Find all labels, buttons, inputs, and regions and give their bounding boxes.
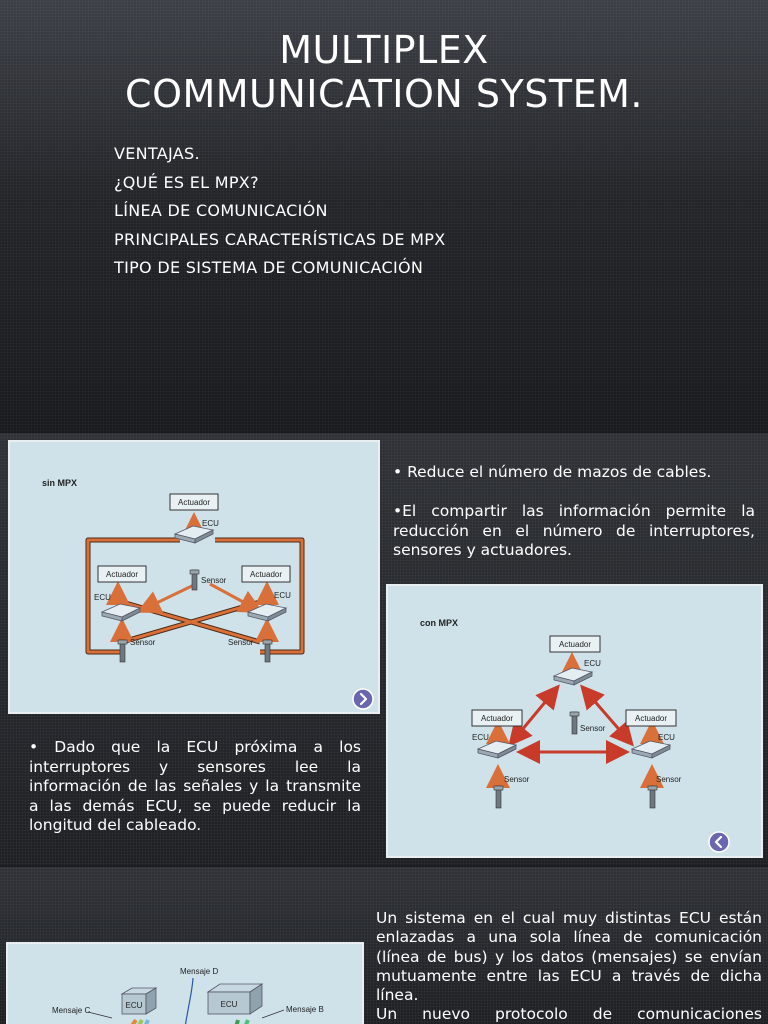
menu-item-que-es-mpx[interactable]: ¿QUÉ ES EL MPX? — [114, 172, 259, 192]
ecu-label-top: ECU — [584, 659, 601, 668]
ecu-label-left: ECU — [472, 733, 489, 742]
ecu-label-top: ECU — [202, 519, 219, 528]
back-arrow-icon[interactable] — [708, 831, 730, 853]
title-line-1: MULTIPLEX — [279, 28, 489, 72]
ecu-device-top — [175, 526, 213, 543]
menu-item-caracteristicas[interactable]: PRINCIPALES CARACTERÍSTICAS DE MPX — [114, 229, 446, 249]
slide-ventajas — [0, 433, 768, 865]
ecu-device-right — [632, 741, 670, 758]
ecu-device-left — [102, 604, 140, 621]
message-c-label: Mensaje C — [52, 1006, 91, 1015]
next-arrow-icon[interactable] — [352, 688, 374, 710]
message-flow-arrows — [126, 1020, 248, 1024]
slide-que-es-mpx — [0, 867, 768, 1024]
actuator-label-left: Actuador — [480, 714, 514, 723]
actuator-label-top: Actuador — [558, 640, 592, 649]
ecu-label-2: ECU — [220, 1000, 238, 1009]
actuator-label-right: Actuador — [249, 570, 283, 579]
message-b-label: Mensaje B — [286, 1005, 324, 1014]
sensor-device-left — [494, 786, 503, 808]
sensor-label-top: Sensor — [580, 724, 606, 733]
sensor-label-left: Sensor — [130, 638, 156, 647]
bullet-reduce-cables: • Reduce el número de mazos de cables. — [393, 463, 712, 481]
ecu-label-right: ECU — [274, 591, 291, 600]
message-b-leader — [262, 1010, 284, 1018]
sensor-device-top — [570, 712, 579, 734]
message-d-arrow — [184, 978, 193, 1024]
message-d-label: Mensaje D — [180, 967, 219, 976]
message-c-leader — [88, 1012, 112, 1018]
sensor-label-right: Sensor — [228, 638, 254, 647]
mpx-protocol-paragraph: Un nuevo protocolo de comunicaciones — [376, 1005, 762, 1024]
bullet-shared-info: •El compartir las información permite la reducción en el número de interruptores, sensores y actuadores. — [393, 502, 755, 559]
mpx-definition-paragraph: Un sistema en el cual muy distintas ECU están enlazadas a una sola línea de comunicación (línea de bus) y los datos (mensajes) se envían mutuamente entre las ECU a través de dicha línea. — [376, 909, 762, 1005]
ecu-label-1: ECU — [125, 1001, 143, 1010]
ecu-device-left — [478, 741, 516, 758]
page-title — [0, 28, 768, 116]
slide-title — [0, 0, 768, 433]
sensor-label-mid: Sensor — [201, 576, 227, 585]
menu-item-tipo-sistema[interactable]: TIPO DE SISTEMA DE COMUNICACIÓN — [114, 258, 424, 277]
sensor-label-right: Sensor — [656, 775, 682, 784]
topic-menu — [114, 140, 445, 283]
bullet-ecu-proxima: • Dado que la ECU próxima a los interruptores y sensores lee la información de las señales y la transmite a las demás ECU, se puede reducir la longitud del cableado. — [29, 738, 361, 834]
diagram-heading: sin MPX — [42, 478, 78, 488]
mpx-definition-text — [376, 909, 762, 1024]
diagram-bus-messages — [6, 942, 364, 1024]
sensor-label-left: Sensor — [504, 775, 530, 784]
ecu-device-2 — [208, 984, 262, 1014]
ecu-label-right: ECU — [658, 733, 675, 742]
title-line-2: COMMUNICATION SYSTEM. — [125, 72, 643, 116]
ecu-device-top — [554, 668, 592, 685]
menu-item-linea-comunicacion[interactable]: LÍNEA DE COMUNICACIÓN — [114, 201, 328, 220]
actuator-label-top: Actuador — [177, 498, 211, 507]
diagram-sin-mpx — [8, 440, 380, 714]
diagram-con-mpx — [386, 584, 763, 858]
actuator-label-left: Actuador — [105, 570, 139, 579]
menu-item-ventajas[interactable]: VENTAJAS. — [114, 144, 200, 163]
diagram-heading: con MPX — [420, 618, 459, 628]
ecu-label-left: ECU — [94, 593, 111, 602]
sensor-device-right — [648, 786, 657, 808]
actuator-label-right: Actuador — [634, 714, 668, 723]
